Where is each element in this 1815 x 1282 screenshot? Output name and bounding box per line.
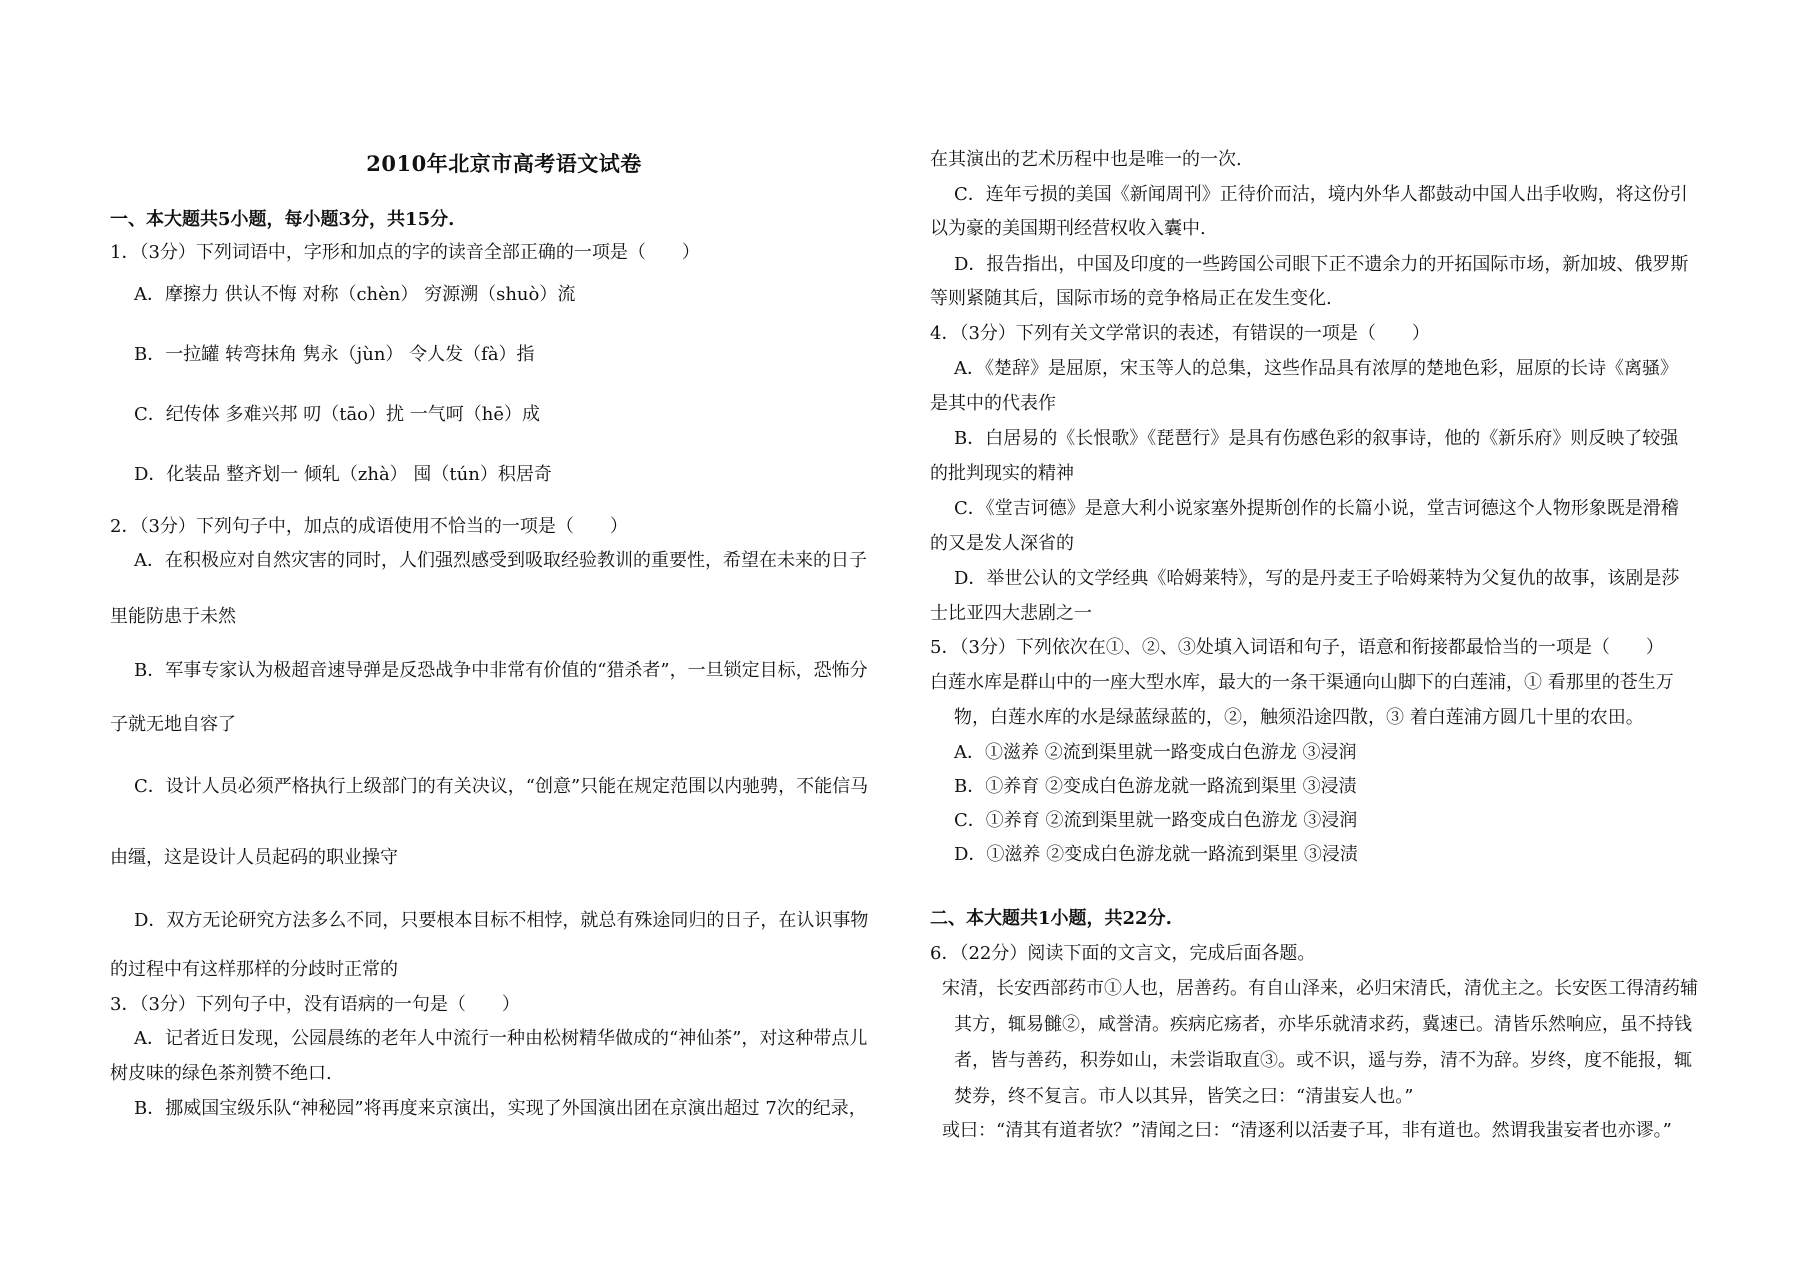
q2-option-a-line1: A．在积极应对自然灾害的同时，人们强烈感受到吸取经验教训的重要性，希望在未来的日子 [134,550,867,571]
section-1-heading: 一、本大题共5小题，每小题3分，共15分. [110,209,455,230]
q3-option-a-line2: 树皮味的绿色茶剂赞不绝口. [110,1063,332,1084]
q5-option-a: A．①滋养 ②流到渠里就一路变成白色游龙 ③浸润 [954,742,1357,763]
q4-option-b-line2: 的批判现实的精神 [930,463,1074,484]
q5-option-d: D．①滋养 ②变成白色游龙就一路流到渠里 ③浸渍 [954,844,1358,865]
q4-option-d-line1: D．举世公认的文学经典《哈姆莱特》，写的是丹麦王子哈姆莱特为父复仇的故事，该剧是莎 [954,568,1680,589]
q2-stem: 2．（3分）下列句子中，加点的成语使用不恰当的一项是（ ） [110,516,628,537]
q5-passage-line1: 白莲水库是群山中的一座大型水库，最大的一条干渠通向山脚下的白莲浦，① 看那里的苍生万 [930,672,1674,693]
q1-stem: 1．（3分）下列词语中，字形和加点的字的读音全部正确的一项是（ ） [110,242,700,263]
q1-option-b: B．一拉罐 转弯抹角 隽永（jùn） 令人发（fà）指 [134,344,535,365]
q3-option-c-line1: C．连年亏损的美国《新闻周刊》正待价而沽，境内外华人都鼓动中国人出手收购，将这份引 [954,184,1688,205]
q4-option-a-line1: A．《楚辞》是屈原，宋玉等人的总集，这些作品具有浓厚的楚地色彩，屈原的长诗《离骚》 [954,358,1678,379]
q4-stem: 4．（3分）下列有关文学常识的表述，有错误的一项是（ ） [930,323,1430,344]
right-column [900,0,1815,1282]
q1-option-c: C．纪传体 多难兴邦 叨（tāo）扰 一气呵（hē）成 [134,404,540,425]
q5-option-b: B．①养育 ②变成白色游龙就一路流到渠里 ③浸渍 [954,776,1357,797]
q3-option-b-line1: B．挪威国宝级乐队“神秘园”将再度来京演出，实现了外国演出团在京演出超过 7次的纪录， [134,1098,867,1119]
q3-option-b-line2: 在其演出的艺术历程中也是唯一的一次. [930,149,1242,170]
q4-option-c-line1: C．《堂吉诃德》是意大利小说家塞外提斯创作的长篇小说，堂吉诃德这个人物形象既是滑稽 [954,498,1679,519]
q3-option-c-line2: 以为豪的美国期刊经营权收入囊中. [930,218,1206,239]
q2-option-b-line1: B．军事专家认为极超音速导弹是反恐战争中非常有价值的“猎杀者”，一旦锁定目标，恐怖分 [134,660,868,681]
q2-option-d-line1: D．双方无论研究方法多么不同，只要根本目标不相悖，就总有殊途同归的日子，在认识事物 [134,910,869,931]
q5-passage-line2: 物，白莲水库的水是绿蓝绿蓝的，②，触须沿途四散，③ 着白莲浦方圆几十里的农田。 [954,707,1644,728]
q3-option-d-line1: D．报告指出，中国及印度的一些跨国公司眼下正不遗余力的开拓国际市场，新加坡、俄罗斯 [954,254,1689,275]
q4-option-c-line2: 的又是发人深省的 [930,533,1074,554]
q6-passage-line1: 宋清，长安西部药市①人也，居善药。有自山泽来，必归宋清氏，清优主之。长安医工得清药辅 [942,978,1698,999]
q3-stem: 3．（3分）下列句子中，没有语病的一句是（ ） [110,994,520,1015]
exam-title: 2010年北京市高考语文试卷 [366,151,642,176]
q6-passage-line4: 焚券，终不复言。市人以其异，皆笑之曰：“清蚩妄人也。” [954,1086,1414,1107]
section-2-heading: 二、本大题共1小题，共22分. [930,908,1172,929]
q6-passage-line5: 或曰：“清其有道者欤？”清闻之曰：“清逐利以活妻子耳，非有道也。然谓我蚩妄者也亦谬。” [942,1120,1672,1141]
q2-option-a-line2: 里能防患于未然 [110,606,236,627]
q2-option-b-line2: 子就无地自容了 [110,714,236,735]
q3-option-a-line1: A．记者近日发现，公园晨练的老年人中流行一种由松树精华做成的“神仙茶”，对这种带点儿 [134,1028,868,1049]
q6-passage-line2: 其方，辄易雠②，咸誉清。疾病庀疡者，亦毕乐就清求药，冀速已。清皆乐然响应，虽不持钱 [954,1014,1692,1035]
q3-option-d-line2: 等则紧随其后，国际市场的竞争格局正在发生变化. [930,288,1332,309]
q2-option-c-line2: 由缰，这是设计人员起码的职业操守 [110,847,398,868]
q5-option-c: C．①养育 ②流到渠里就一路变成白色游龙 ③浸润 [954,810,1358,831]
q4-option-a-line2: 是其中的代表作 [930,393,1056,414]
q6-stem: 6．（22分）阅读下面的文言文，完成后面各题。 [930,943,1316,964]
q1-option-a: A．摩擦力 供认不悔 对称（chèn） 穷源溯（shuò）流 [134,284,576,305]
q6-passage-line3: 者，皆与善药，积券如山，未尝诣取直③。或不识，遥与券，清不为辞。岁终，度不能报，辄 [954,1050,1692,1071]
q4-option-b-line1: B．白居易的《长恨歌》《琵琶行》是具有伤感色彩的叙事诗，他的《新乐府》则反映了较强 [954,428,1679,449]
q2-option-d-line2: 的过程中有这样那样的分歧时正常的 [110,959,398,980]
q2-option-c-line1: C．设计人员必须严格执行上级部门的有关决议，“创意”只能在规定范围以内驰骋，不能信马 [134,776,869,797]
q4-option-d-line2: 士比亚四大悲剧之一 [930,603,1092,624]
q1-option-d: D．化装品 整齐划一 倾轧（zhà） 囤（tún）积居奇 [134,464,552,485]
q5-stem: 5．（3分）下列依次在①、②、③处填入词语和句子，语意和衔接都最恰当的一项是（ ） [930,637,1664,658]
left-column [0,0,900,1282]
